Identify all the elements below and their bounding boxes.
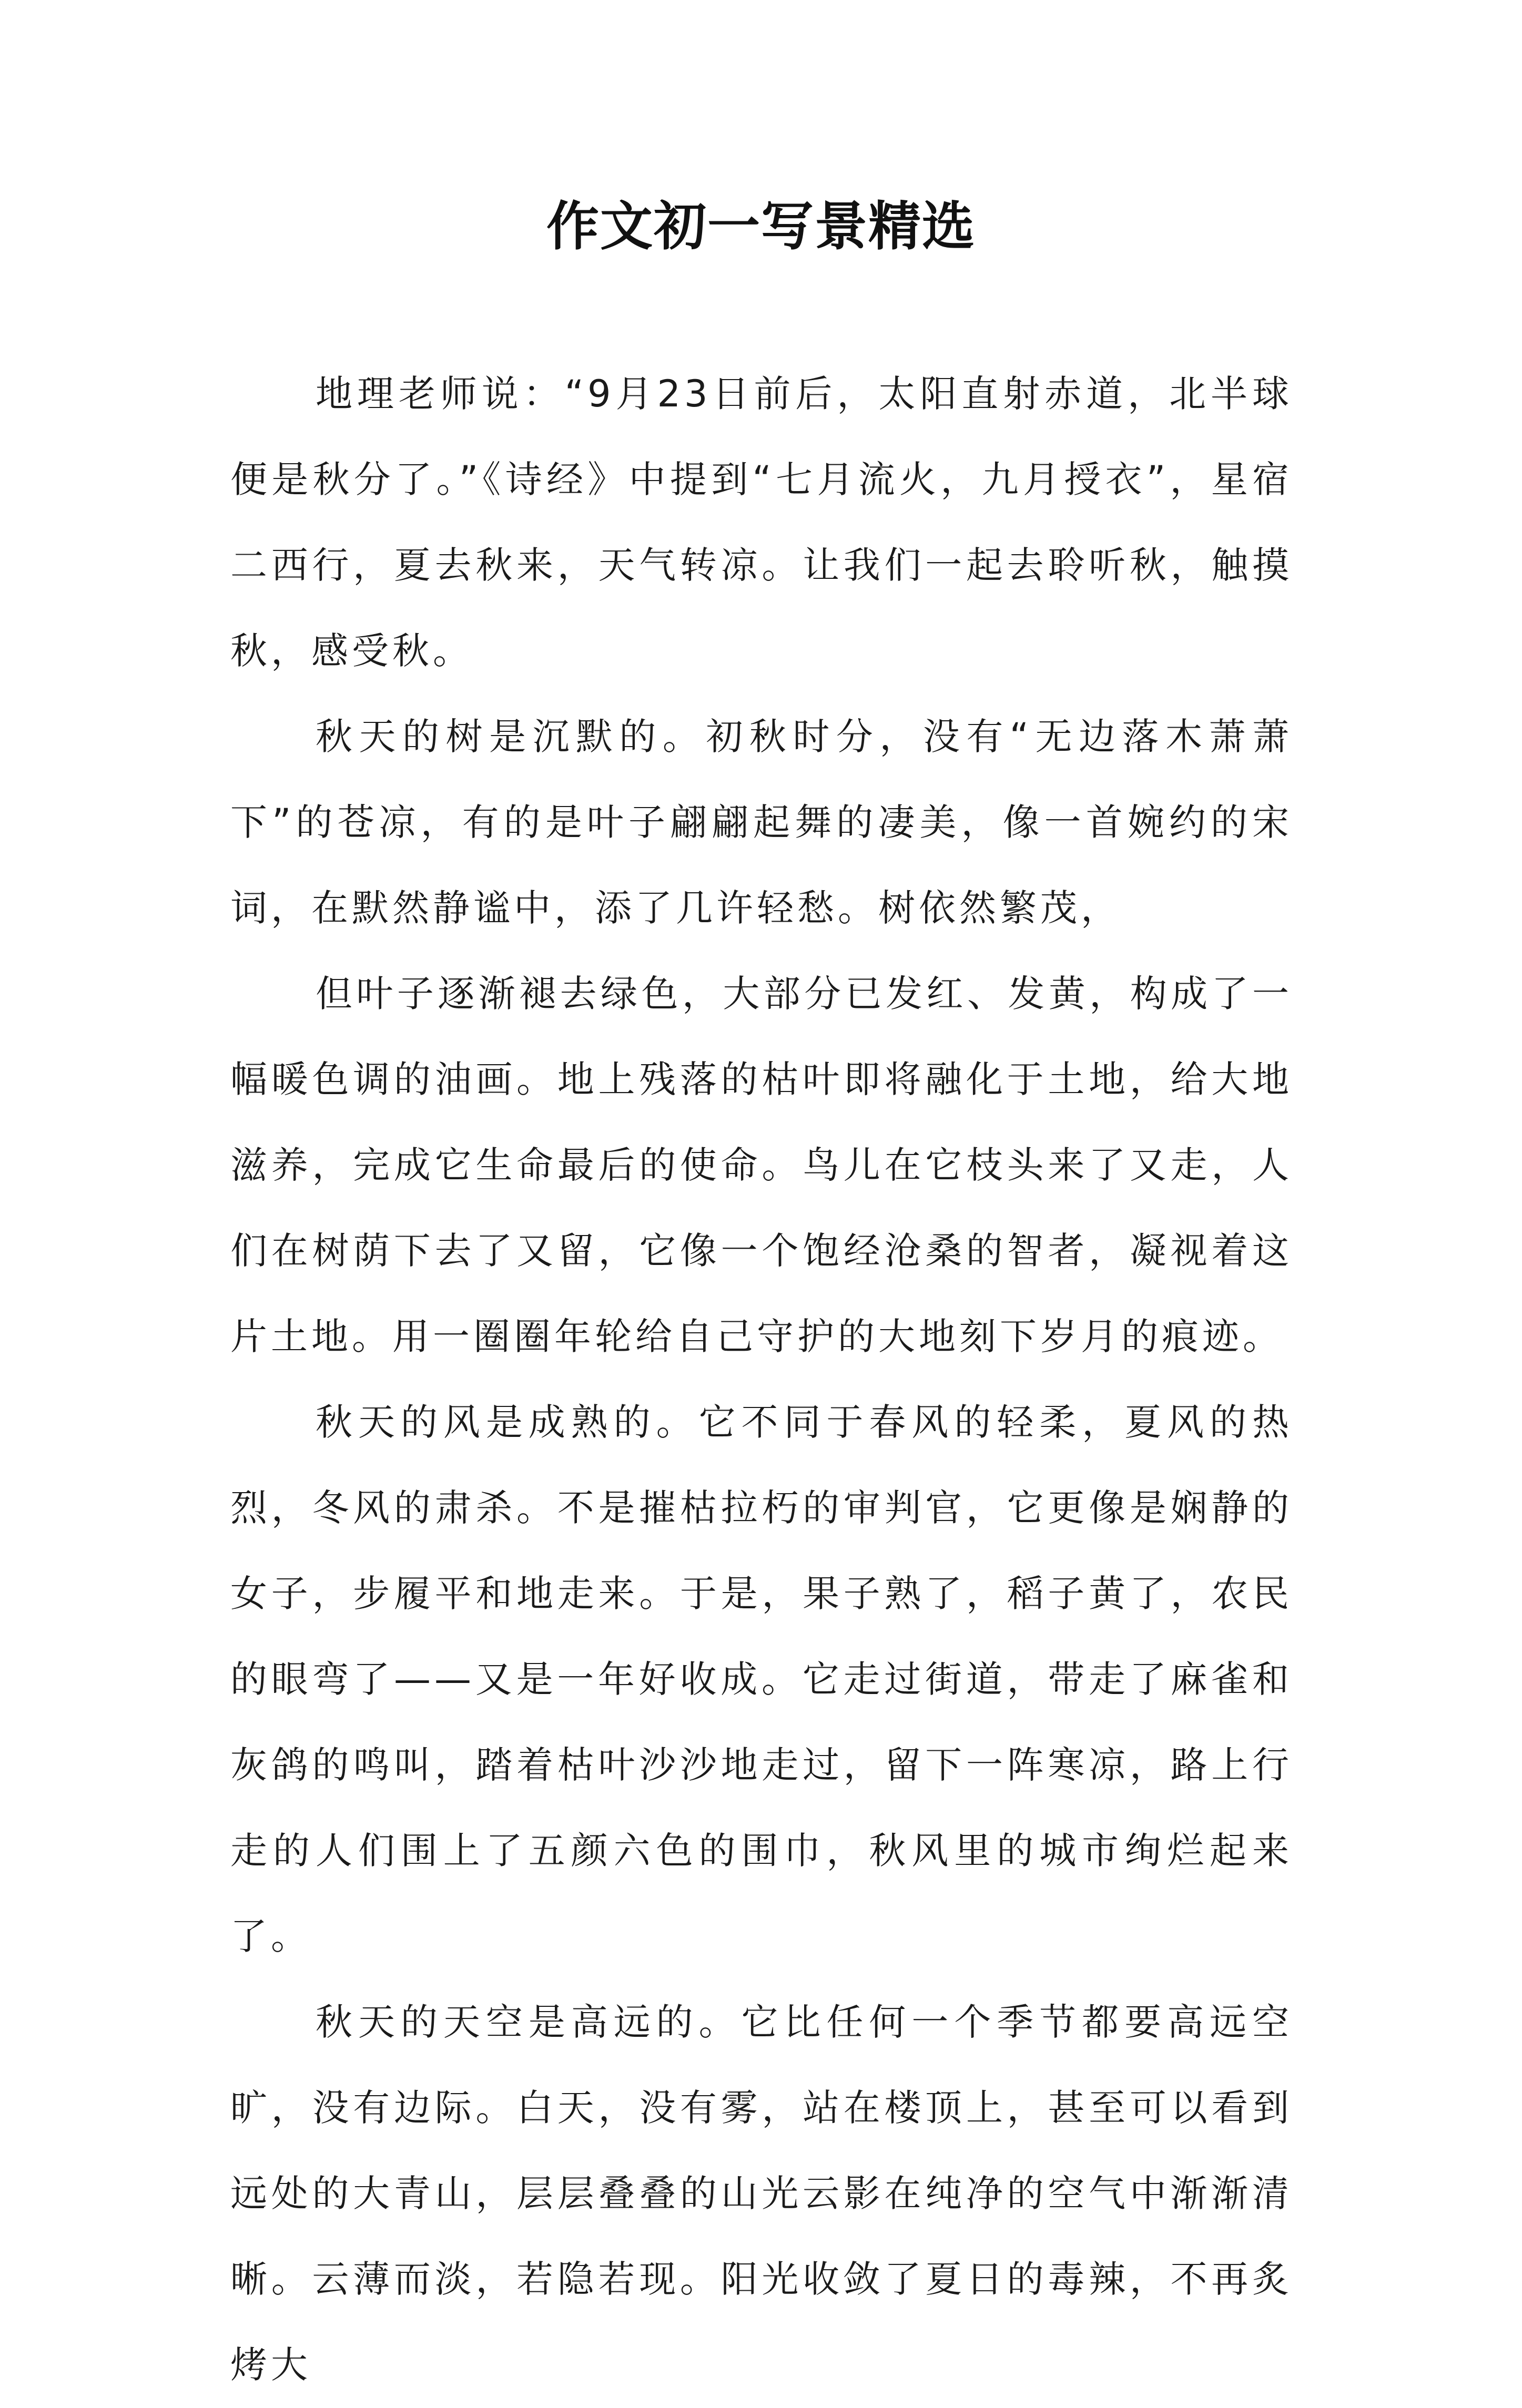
paragraph-3: 但叶子逐渐褪去绿色，大部分已发红、发黄，构成了一幅暖色调的油画。地上残落的枯叶即将融化于土地，给大地滋养，完成它生命最后的使命。鸟儿在它枝头来了又走，人们在树荫下去了又留，它像一个饱经沧桑的智者，凝视着这片土地。用一圈圈年轮给自己守护的大地刻下岁月的痕迹。 [230,972,1293,1358]
paragraph-5: 秋天的天空是高远的。它比任何一个季节都要高远空旷，没有边际。白天，没有雾，站在楼顶上，甚至可以看到远处的大青山，层层叠叠的山光云影在纯净的空气中渐渐清晰。云薄而淡，若隐若现。阳光收敛了夏日的毒辣，不再炙烤大 [230,2001,1293,2386]
paragraph-1: 地理老师说：“9月23日前后，太阳直射赤道，北半球便是秋分了。”《诗经》中提到“七月流火，九月授衣”，星宿二西行，夏去秋来，天气转凉。让我们一起去聆听秋，触摸秋，感受秋。 [230,372,1293,672]
paragraph-4: 秋天的风是成熟的。它不同于春风的轻柔，夏风的热烈，冬风的肃杀。不是摧枯拉朽的审判官，它更像是娴静的女子，步履平和地走来。于是，果子熟了，稻子黄了，农民的眼弯了——又是一年好收成。它走过街道，带走了麻雀和灰鸽的鸣叫，踏着枯叶沙沙地走过，留下一阵寒凉，路上行走的人们围上了五颜六色的围巾，秋风里的城市绚烂起来了。 [230,1401,1293,1958]
document-body [230,351,1293,2408]
document-title: 作文初一写景精选 [546,195,976,257]
paragraph-2: 秋天的树是沉默的。初秋时分，没有“无边落木萧萧下”的苍凉，有的是叶子翩翩起舞的凄美，像一首婉约的宋词，在默然静谧中，添了几许轻愁。树依然繁茂， [230,715,1293,930]
